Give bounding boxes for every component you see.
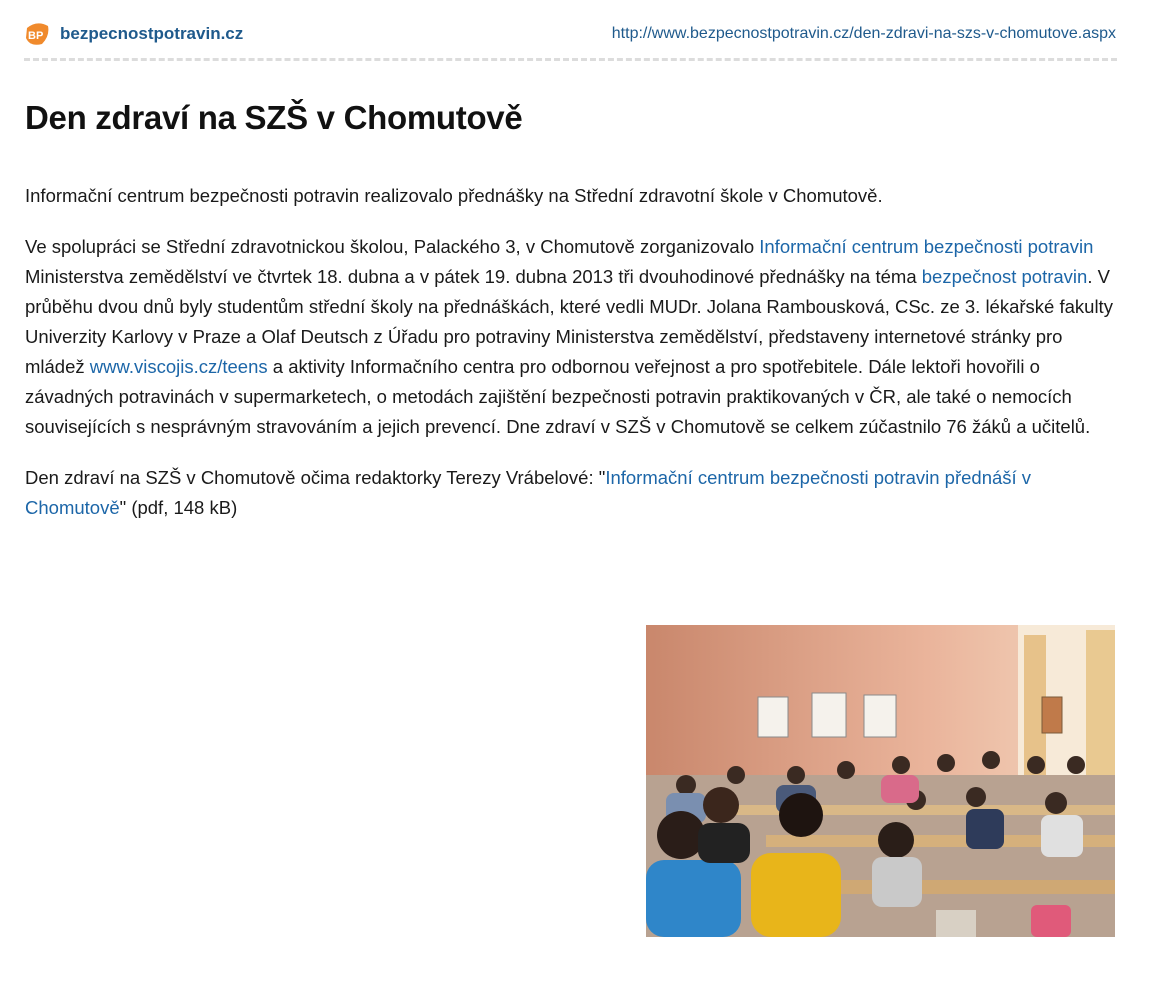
page-title: Den zdraví na SZŠ v Chomutově — [25, 99, 523, 136]
site-logo-icon[interactable] — [24, 22, 50, 46]
viscojis-teens-link[interactable]: www.viscojis.cz/teens — [89, 356, 268, 377]
main-paragraph — [25, 232, 1117, 442]
page-url-link[interactable]: http://www.bezpecnostpotravin.cz/den-zdravi-na-szs-v-chomutove.aspx — [611, 25, 1116, 42]
pdf-text-2: " (pdf, 148 kB) — [119, 497, 238, 518]
food-safety-link[interactable]: bezpečnost potravin — [921, 266, 1088, 287]
main-text-3: . V průběhu dvou dnů byly studentům střední školy na přednáškách, které vedli MUDr. Jolana Rambousková, CSc. ze 3. lékařské fakulty Univerzity Karlovy v Praze a Olaf Deutsch z Úřadu pro potraviny Ministerstva zemědělství, představeny internetové stránky pro mládež — [25, 266, 1113, 377]
pdf-paragraph — [25, 463, 1117, 523]
pdf-article-link[interactable]: Informační centrum bezpečnosti potravin přednáší v Chomutově — [25, 467, 1032, 518]
classroom-photo — [646, 625, 1115, 937]
main-text-1: Ve spolupráci se Střední zdravotnickou školou, Palackého 3, v Chomutově zorganizovalo — [25, 236, 760, 257]
article-body — [25, 181, 1117, 544]
main-text-4: a aktivity Informačního centra pro odbornou veřejnost a pro spotřebitele. Dále lektoři hovořili o závadných potravinách v supermarketech, o metodách zajištění bezpečnosti potravin praktikovaných v ČR, ale také o nemocích souvisejících s nesprávným stravováním a jejich prevencí. Dne zdraví v SZŠ v Chomutově se celkem zúčastnilo 76 žáků a učitelů. — [25, 356, 1091, 437]
pdf-text-1: Den zdraví na SZŠ v Chomutově očima redaktorky Terezy Vrábelové: " — [25, 467, 606, 488]
main-text-2: Ministerstva zemědělství ve čtvrtek 18. dubna a v pátek 19. dubna 2013 tři dvouhodinové přednášky na téma — [25, 266, 922, 287]
intro-paragraph: Informační centrum bezpečnosti potravin realizovalo přednášky na Střední zdravotní škole v Chomutově. — [25, 185, 883, 206]
info-centre-link[interactable]: Informační centrum bezpečnosti potravin — [759, 236, 1094, 257]
logo-text: BP — [28, 30, 44, 42]
page-header — [24, 20, 1117, 61]
site-name-link[interactable]: bezpecnostpotravin.cz — [60, 24, 244, 43]
